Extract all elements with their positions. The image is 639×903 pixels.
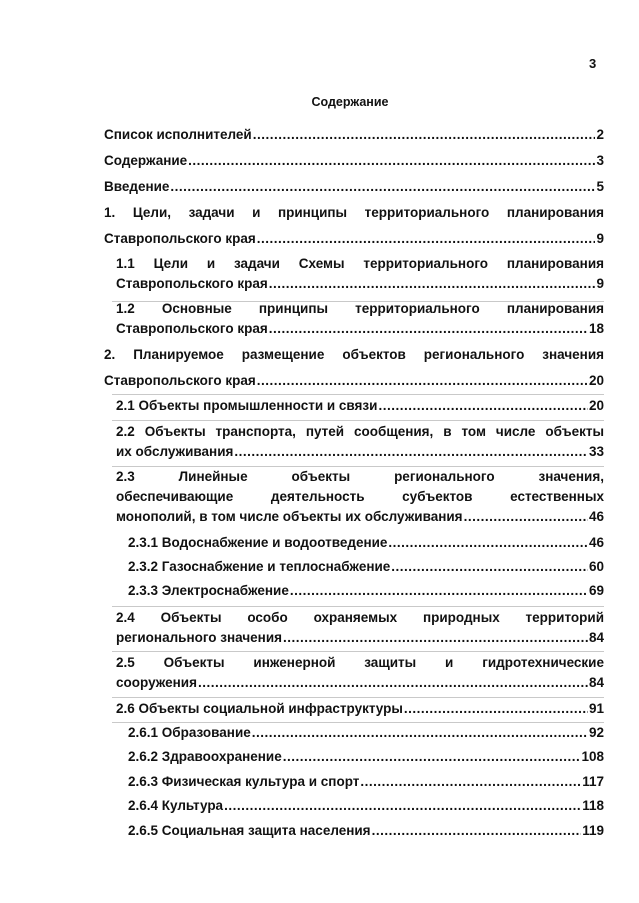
toc-entry-page: 20	[588, 398, 604, 413]
toc-entry-page: 91	[588, 701, 604, 716]
toc-entry[interactable]	[128, 533, 604, 553]
toc-entry-text: 2.3.2 Газоснабжение и теплоснабжение	[128, 559, 391, 574]
toc-entry[interactable]	[128, 557, 604, 577]
toc-title: Содержание	[311, 95, 389, 109]
dot-leader	[234, 442, 588, 462]
toc-entry[interactable]	[128, 796, 604, 816]
toc-entry-page: 2	[596, 127, 604, 142]
dot-leader	[372, 821, 582, 841]
toc-entry-page: 18	[588, 321, 604, 336]
divider	[112, 651, 604, 652]
toc-entry-text: Ставропольского края	[116, 321, 268, 336]
toc-entry-line: 1.1 Цели и задачи Схемы территориального планирования	[116, 256, 604, 271]
toc-entry-line: 2.3 Линейные объекты регионального значения,	[116, 469, 604, 484]
toc-entry-text: монополий, в том числе объекты их обслуживания	[116, 509, 463, 524]
toc-entry-line: 2.4 Объекты особо охраняемых природных территорий	[116, 610, 604, 625]
dot-leader	[224, 796, 581, 816]
divider	[112, 697, 604, 698]
toc-entry-page: 117	[582, 774, 604, 789]
toc-entry-page: 108	[581, 749, 604, 764]
dot-leader	[257, 229, 596, 249]
toc-entry[interactable]	[116, 254, 604, 294]
dot-leader	[269, 319, 588, 339]
toc-entry-page: 46	[588, 509, 604, 524]
dot-leader	[188, 151, 595, 171]
toc-entry[interactable]	[104, 203, 604, 249]
toc-entry-page: 69	[588, 583, 604, 598]
toc-entry[interactable]	[116, 396, 604, 416]
toc-entry-line: 2. Планируемое размещение объектов регионального значения	[104, 347, 604, 362]
toc-entry[interactable]	[116, 299, 604, 339]
dot-leader	[290, 581, 588, 601]
toc-entry-page: 33	[588, 444, 604, 459]
toc-entry-page: 60	[588, 559, 604, 574]
toc-entry[interactable]	[116, 422, 604, 462]
toc-entry-page: 84	[588, 675, 604, 690]
dot-leader	[253, 125, 596, 145]
dot-leader	[252, 723, 588, 743]
toc-entry-text: Содержание	[104, 153, 188, 168]
toc-entry-page: 92	[588, 725, 604, 740]
toc-entry[interactable]	[128, 772, 604, 792]
divider	[112, 420, 604, 421]
page-number: 3	[589, 56, 597, 71]
toc-entry-text: 2.1 Объекты промышленности и связи	[116, 398, 378, 413]
toc-entry-text: 2.6.3 Физическая культура и спорт	[128, 774, 360, 789]
toc-entry-page: 84	[588, 630, 604, 645]
toc-entry-page: 3	[596, 153, 604, 168]
toc-entry-text: 2.6.4 Культура	[128, 798, 224, 813]
toc-entry-text: 2.6.1 Образование	[128, 725, 251, 740]
toc-entry[interactable]	[128, 723, 604, 743]
toc-entry[interactable]	[116, 653, 604, 693]
toc-entry-line: 2.2 Объекты транспорта, путей сообщения, в том числе объекты	[116, 424, 604, 439]
dot-leader	[283, 628, 588, 648]
toc-entry-text: регионального значения	[116, 630, 283, 645]
toc-entry-page: 20	[588, 373, 604, 388]
toc-entry[interactable]	[104, 177, 604, 197]
dot-leader	[283, 747, 581, 767]
dot-leader	[257, 371, 588, 391]
dot-leader	[170, 177, 595, 197]
toc-entry-text: Список исполнителей	[104, 127, 252, 142]
toc-entry[interactable]	[116, 467, 604, 527]
toc-entry[interactable]	[104, 151, 604, 171]
toc-entry-text: 2.6.5 Социальная защита населения	[128, 823, 371, 838]
toc-entry-page: 46	[588, 535, 604, 550]
toc-entry-line: 2.5 Объекты инженерной защиты и гидротехнические	[116, 655, 604, 670]
toc-entry-line: обеспечивающие деятельность субъектов естественных	[116, 489, 604, 504]
toc-entry-text: Ставропольского края	[104, 231, 256, 246]
toc-entry-page: 9	[596, 276, 604, 291]
toc-entry-line: 1. Цели, задачи и принципы территориального планирования	[104, 205, 604, 220]
toc-entry-text: Ставропольского края	[104, 373, 256, 388]
toc-entry[interactable]	[104, 125, 604, 145]
dot-leader	[388, 533, 588, 553]
toc-entry[interactable]	[128, 821, 604, 841]
dot-leader	[404, 699, 588, 719]
toc-entry-page: 9	[596, 231, 604, 246]
toc-entry-page: 118	[582, 798, 604, 813]
toc-entry-page: 5	[596, 179, 604, 194]
toc-entry[interactable]	[104, 345, 604, 391]
toc-entry-text: сооружения	[116, 675, 197, 690]
dot-leader	[378, 396, 588, 416]
toc-entry[interactable]	[128, 581, 604, 601]
toc-entry-line: 1.2 Основные принципы территориального планирования	[116, 301, 604, 316]
toc-entry-text: Введение	[104, 179, 170, 194]
toc-entry-text: Ставропольского края	[116, 276, 268, 291]
toc-entry-text: 2.3.3 Электроснабжение	[128, 583, 289, 598]
toc-entry[interactable]	[116, 608, 604, 648]
toc-entry-text: 2.6.2 Здравоохранение	[128, 749, 282, 764]
divider	[112, 394, 604, 395]
dot-leader	[360, 772, 581, 792]
dot-leader	[464, 507, 588, 527]
dot-leader	[391, 557, 588, 577]
toc-entry-page: 119	[582, 823, 604, 838]
toc-entry-text: 2.3.1 Водоснабжение и водоотведение	[128, 535, 388, 550]
toc-entry[interactable]	[128, 747, 604, 767]
toc-entry-text: их обслуживания	[116, 444, 234, 459]
dot-leader	[269, 274, 596, 294]
dot-leader	[198, 673, 588, 693]
toc-entry-text: 2.6 Объекты социальной инфраструктуры	[116, 701, 403, 716]
toc-entry[interactable]	[116, 699, 604, 719]
divider	[112, 606, 604, 607]
